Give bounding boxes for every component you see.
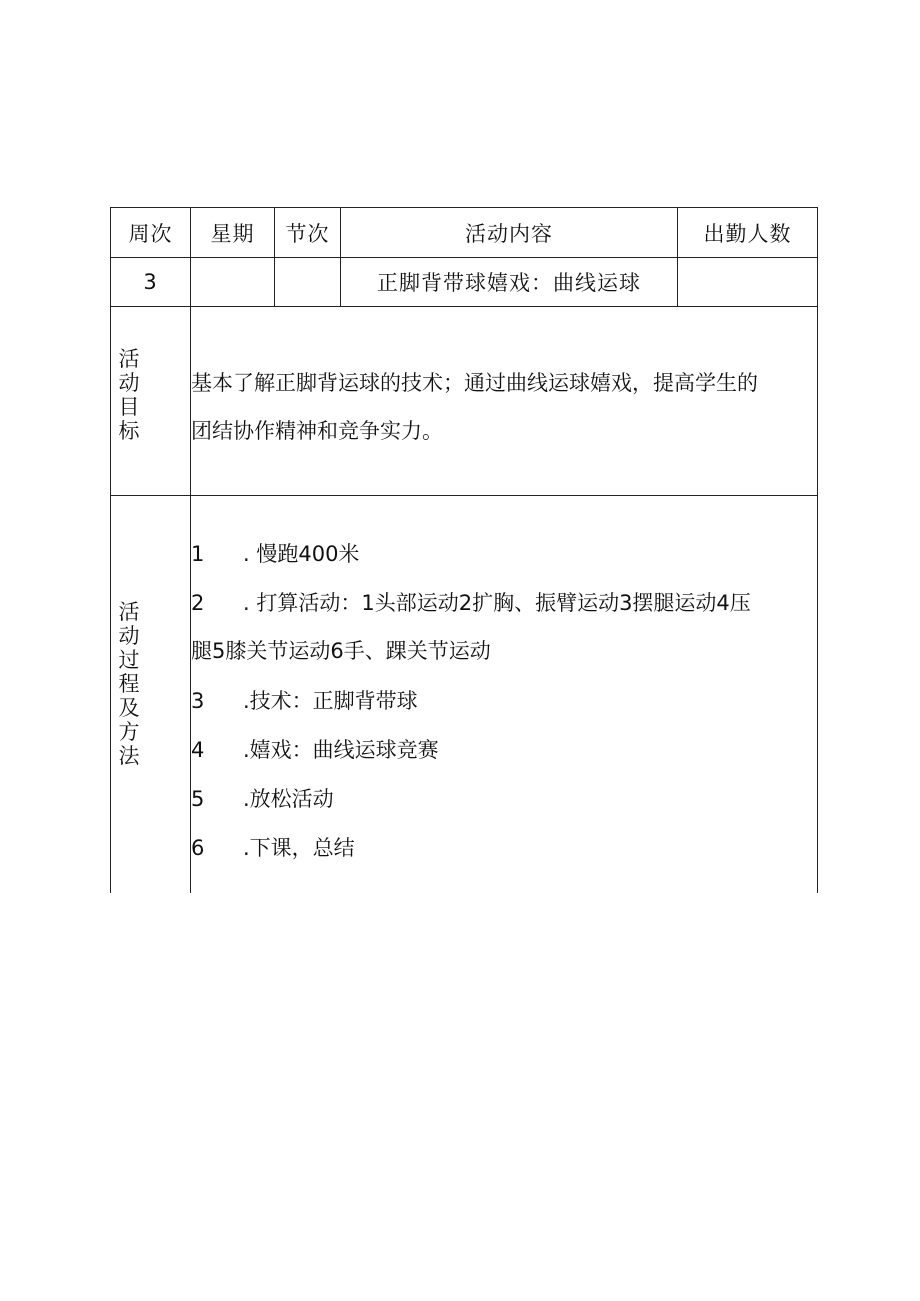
goal-line-1: 基本了解正脚背运球的技术；通过曲线运球嬉戏，提高学生的 [191, 371, 758, 395]
header-weekday: 星期 [210, 221, 255, 246]
process-step-continuation: 腿5膝关节运动6手、踝关节运动 [191, 639, 491, 663]
weekday-value [191, 258, 274, 306]
process-step [191, 726, 439, 774]
goal-label-char: 目 [118, 395, 140, 419]
process-label-char: 程 [118, 672, 140, 696]
process-step [191, 824, 355, 872]
header-week: 周次 [128, 221, 173, 246]
table-border-left [110, 207, 111, 893]
header-period: 节次 [285, 221, 330, 246]
step-number: 4 [191, 738, 205, 762]
row-divider [110, 306, 818, 307]
step-number: 3 [191, 689, 205, 713]
process-label-char: 过 [118, 648, 140, 672]
process-label-char: 及 [118, 696, 140, 720]
process-step [191, 775, 334, 823]
process-label-char: 活 [118, 600, 140, 624]
goal-label-char: 动 [118, 371, 140, 395]
week-value: 3 [143, 270, 158, 294]
step-number: 6 [191, 836, 205, 860]
attendance-value [678, 258, 817, 306]
step-text: .放松活动 [243, 787, 334, 811]
process-label-char: 动 [118, 624, 140, 648]
step-number: 2 [191, 591, 205, 615]
process-step [191, 530, 359, 578]
process-label-char: 法 [118, 744, 140, 768]
step-number: 1 [191, 542, 205, 566]
process-label-char: 方 [118, 720, 140, 744]
header-attendance: 出勤人数 [703, 221, 792, 246]
table-border-right [817, 207, 818, 893]
step-text: . 慢跑400米 [243, 542, 360, 566]
goal-label [117, 347, 141, 443]
period-value [275, 258, 340, 306]
content-value: 正脚背带球嬉戏：曲线运球 [377, 271, 641, 295]
header-content: 活动内容 [465, 221, 553, 246]
step-text: .技术：正脚背带球 [243, 689, 418, 713]
goal-label-char: 活 [118, 347, 140, 371]
row-divider [110, 495, 818, 496]
step-text: .嬉戏：曲线运球竞赛 [243, 738, 439, 762]
activity-table [110, 207, 818, 893]
step-text: .下课，总结 [243, 836, 355, 860]
process-step [191, 677, 418, 725]
process-step [191, 579, 751, 627]
step-number: 5 [191, 787, 205, 811]
process-label [117, 600, 141, 768]
goal-label-char: 标 [118, 419, 140, 443]
step-text: . 打算活动：1头部运动2扩胸、振臂运动3摆腿运动4压 [243, 591, 751, 615]
goal-line-2: 团结协作精神和竞争实力。 [191, 419, 443, 443]
